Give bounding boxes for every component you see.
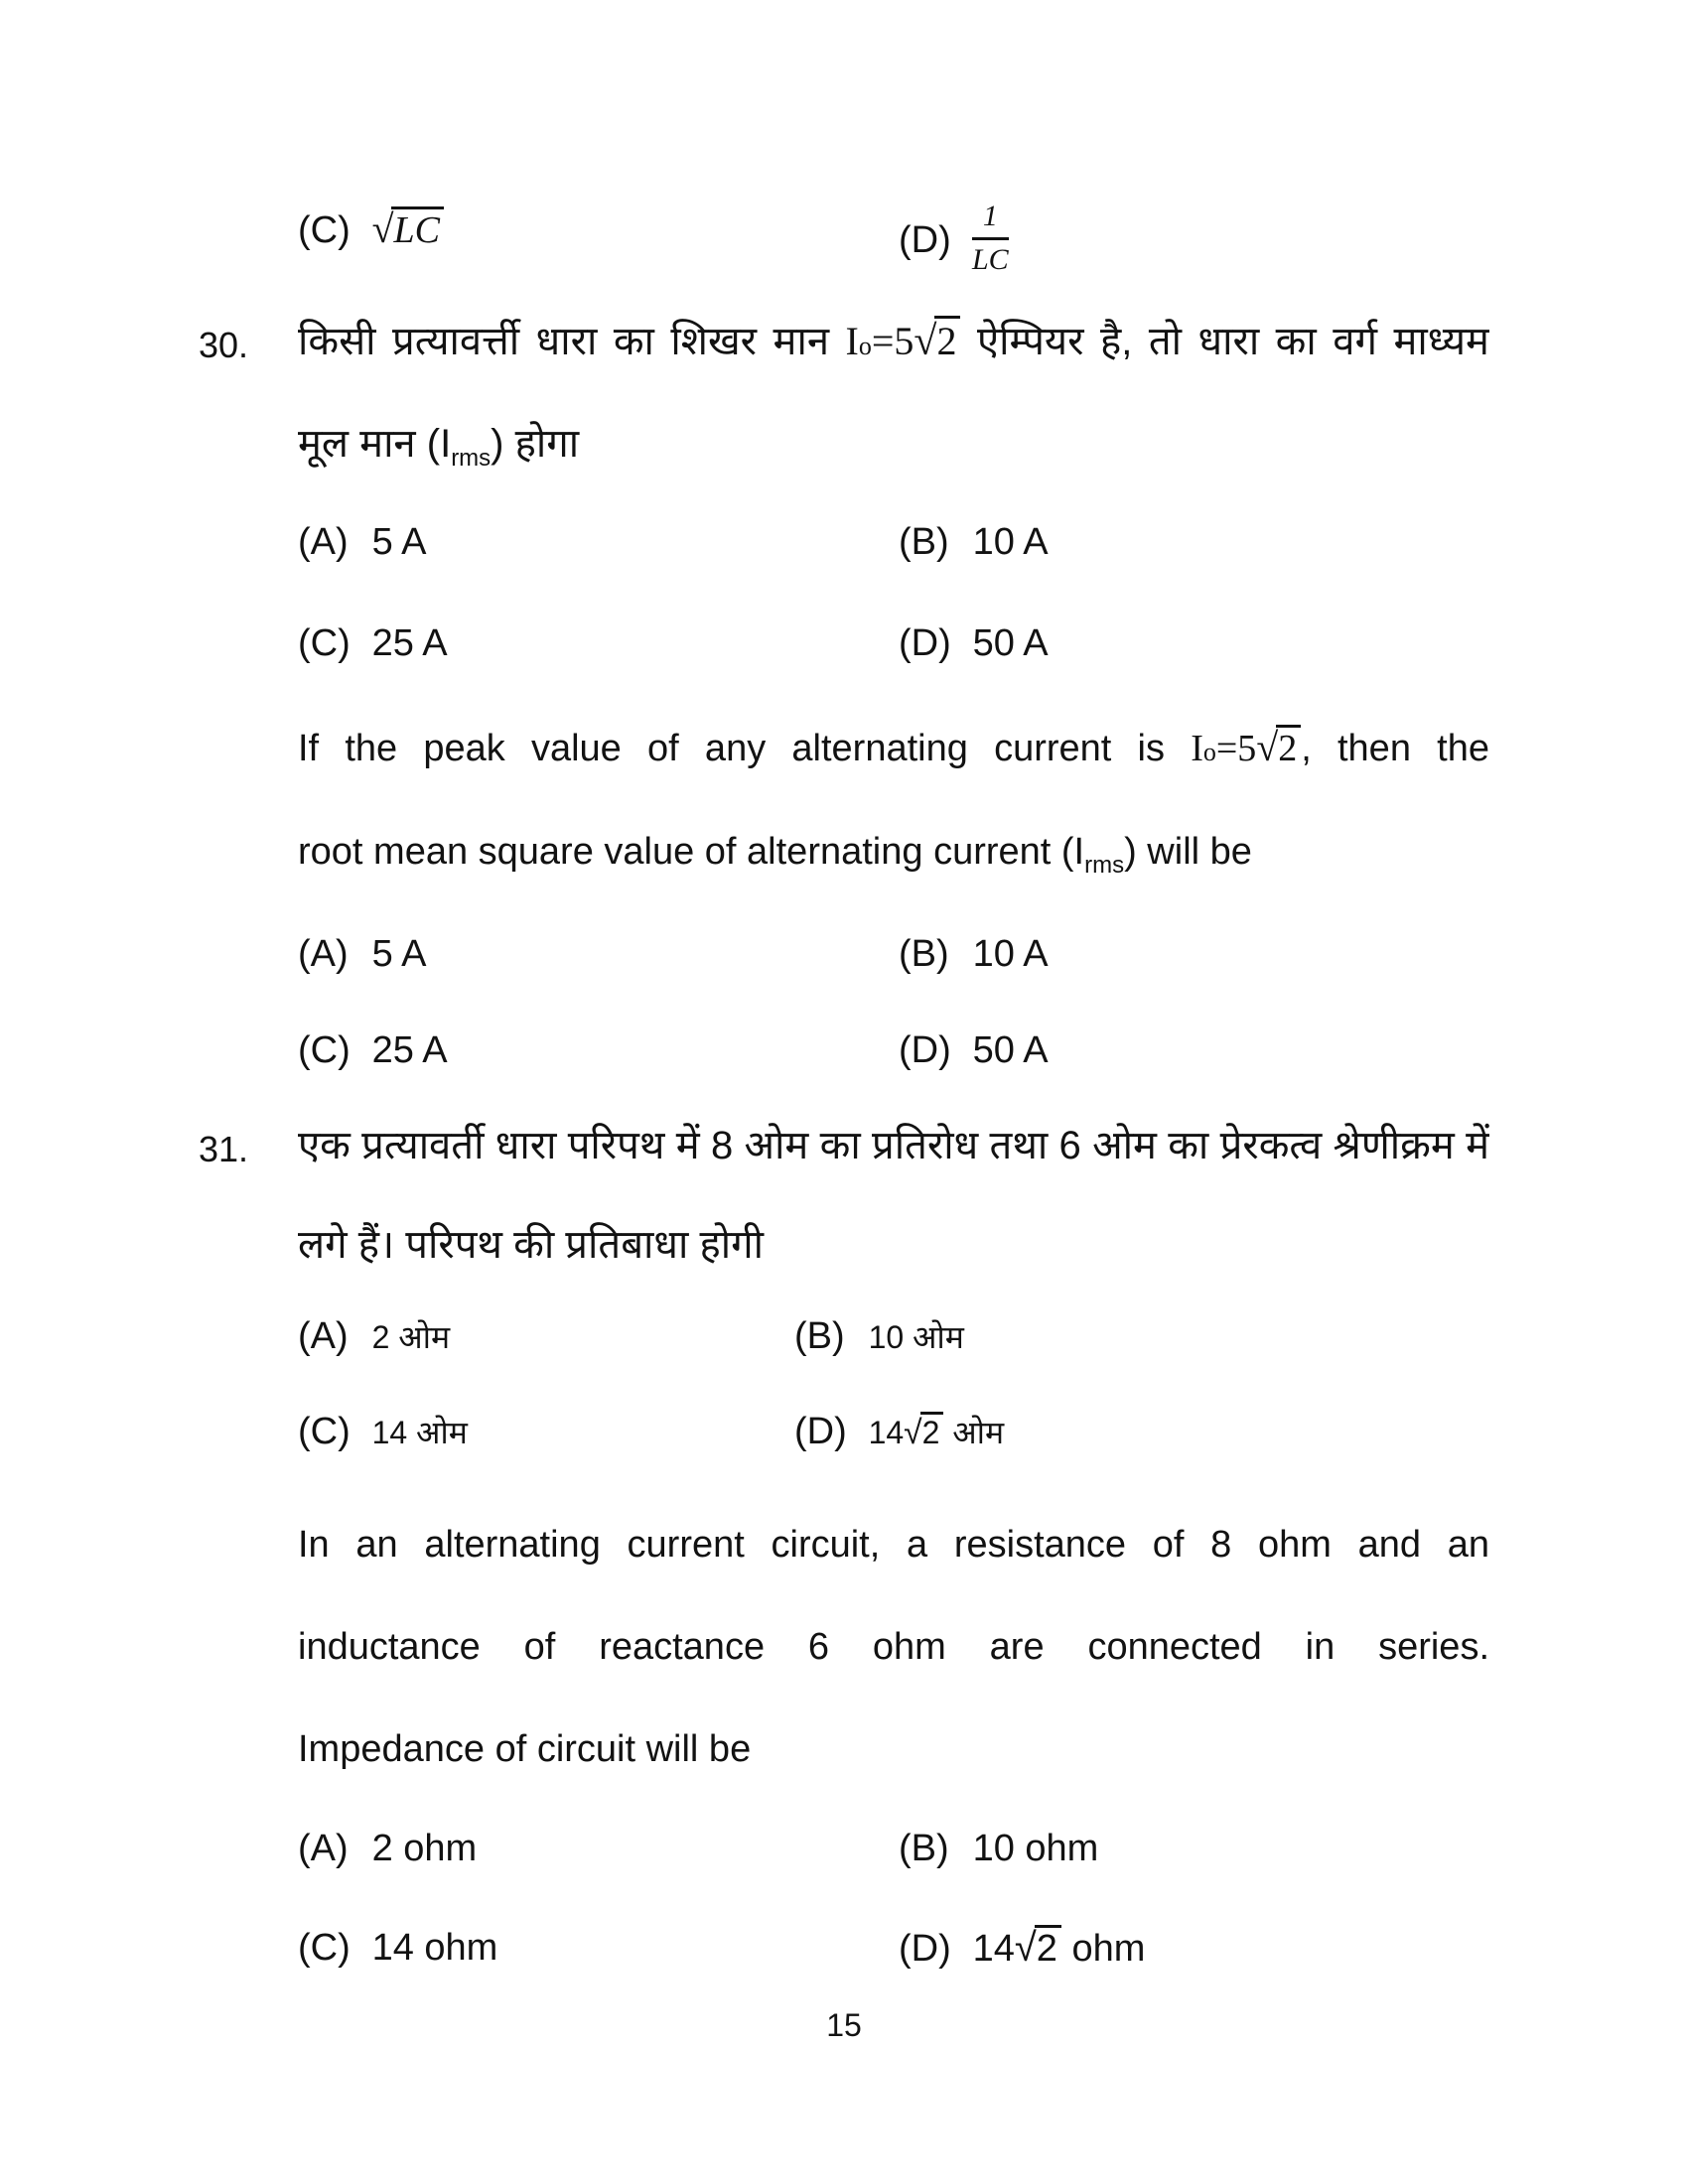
peak-current-math bbox=[1191, 725, 1301, 769]
option-c bbox=[298, 1024, 448, 1076]
radical-sign: √ bbox=[371, 206, 394, 251]
option-label: (D) bbox=[899, 622, 951, 664]
prev-option-d bbox=[899, 200, 1009, 281]
radical-sign: √ bbox=[914, 319, 937, 364]
option-c bbox=[298, 1922, 497, 1974]
q30-english-line2 bbox=[298, 826, 1489, 891]
option-label: (B) bbox=[899, 521, 949, 563]
fraction-denominator: LC bbox=[972, 242, 1009, 276]
option-c bbox=[298, 617, 448, 669]
option-value: 25 A bbox=[371, 1029, 448, 1071]
option-label: (D) bbox=[899, 1928, 951, 1970]
q31-english-line3: Impedance of circuit will be bbox=[298, 1728, 752, 1770]
option-a bbox=[298, 516, 427, 568]
option-label: (C) bbox=[298, 1029, 351, 1071]
q30-hindi-line2 bbox=[298, 415, 1489, 487]
radical-sign: √ bbox=[1256, 725, 1279, 769]
option-value: 14 ओम bbox=[371, 1415, 468, 1450]
option-d bbox=[899, 1024, 1049, 1076]
math-subscript: o bbox=[1202, 738, 1216, 766]
option-value: 10 ohm bbox=[972, 1828, 1099, 1869]
option-label: (A) bbox=[298, 933, 349, 975]
q30-hindi-options-row2 bbox=[298, 617, 1489, 679]
radicand: 2 bbox=[920, 1412, 944, 1450]
option-label: (D) bbox=[899, 219, 951, 262]
q31-hindi-line2: लगे हैं। परिपथ की प्रतिबाधा होगी bbox=[298, 1223, 764, 1267]
q30-english-line1-post: , then the bbox=[1301, 728, 1489, 769]
peak-current-math bbox=[846, 319, 961, 363]
option-value-pre: 14 bbox=[972, 1928, 1015, 1970]
option-b bbox=[899, 928, 1049, 980]
option-value: 50 A bbox=[972, 622, 1049, 664]
question-31-number: 31. bbox=[199, 1129, 249, 1169]
radicand: 2 bbox=[1276, 725, 1301, 769]
option-label: (D) bbox=[794, 1411, 847, 1452]
prev-option-c bbox=[298, 204, 444, 256]
sqrt-lc-expression bbox=[371, 206, 444, 251]
q30-hindi-line2-post: ) होगा bbox=[491, 422, 580, 466]
option-value-post: ओम bbox=[952, 1415, 1005, 1450]
rms-subscript: rms bbox=[451, 445, 492, 472]
q30-hindi-line1-pre: किसी प्रत्यावर्त्ती धारा का शिखर मान bbox=[298, 320, 830, 363]
option-value: 50 A bbox=[972, 1029, 1049, 1071]
option-b bbox=[794, 1310, 964, 1363]
option-d bbox=[899, 617, 1049, 669]
q31-english-options-row1 bbox=[298, 1823, 1489, 1884]
q30-english-options-row2 bbox=[298, 1024, 1489, 1086]
math-subscript: o bbox=[858, 332, 872, 360]
option-label: (B) bbox=[899, 1828, 949, 1869]
rms-subscript: rms bbox=[1084, 852, 1125, 879]
option-value: 5 A bbox=[371, 521, 427, 563]
q30-hindi-line1 bbox=[298, 313, 1489, 386]
radicand: 2 bbox=[934, 316, 960, 362]
option-label: (A) bbox=[298, 521, 349, 563]
question-30-number: 30. bbox=[199, 325, 249, 365]
radical-sign: √ bbox=[904, 1415, 922, 1451]
q31-english-line2: inductance of reactance 6 ohm are connected in series. bbox=[298, 1626, 1489, 1668]
option-label: (A) bbox=[298, 1315, 349, 1357]
option-value: 14 ohm bbox=[371, 1927, 498, 1969]
option-b bbox=[899, 516, 1049, 568]
math-base: I bbox=[1191, 728, 1203, 769]
q30-english-line2-post: ) will be bbox=[1124, 831, 1252, 873]
option-label: (C) bbox=[298, 622, 351, 664]
q30-english-line1 bbox=[298, 722, 1489, 795]
option-value: 10 ओम bbox=[868, 1319, 964, 1355]
option-label: (C) bbox=[298, 1927, 351, 1969]
radicand: 2 bbox=[1035, 1925, 1061, 1970]
option-label: (A) bbox=[298, 1828, 349, 1869]
option-label: (B) bbox=[794, 1315, 845, 1357]
option-value-with-sqrt bbox=[869, 1415, 1005, 1450]
option-c bbox=[298, 1406, 468, 1458]
prev-question-options-row bbox=[298, 200, 1489, 276]
math-base: I bbox=[845, 319, 859, 363]
option-value-with-sqrt bbox=[973, 1928, 1146, 1970]
option-value: 10 A bbox=[972, 521, 1049, 563]
q31-english-options-row2 bbox=[298, 1922, 1489, 1983]
q30-english-line1-pre: If the peak value of any alternating current is bbox=[298, 728, 1165, 769]
option-value: 10 A bbox=[972, 933, 1049, 975]
option-b bbox=[899, 1823, 1098, 1874]
option-value-pre: 14 bbox=[868, 1415, 905, 1450]
option-label: (D) bbox=[899, 1029, 951, 1071]
option-a bbox=[298, 1310, 450, 1363]
q31-english-line1: In an alternating current circuit, a resistance of 8 ohm and an bbox=[298, 1524, 1489, 1566]
option-a bbox=[298, 928, 427, 980]
q30-english-line2-pre: root mean square value of alternating current (I bbox=[298, 831, 1085, 873]
q31-hindi-options-row1 bbox=[298, 1310, 1489, 1372]
math-equals: =5 bbox=[871, 319, 914, 363]
radical-sign: √ bbox=[1014, 1926, 1037, 1970]
option-d bbox=[794, 1406, 1004, 1459]
fraction-1-over-lc bbox=[972, 200, 1009, 277]
q30-hindi-line2-pre: मूल मान (I bbox=[298, 422, 452, 466]
math-equals: =5 bbox=[1215, 728, 1257, 769]
q30-english-options-row1 bbox=[298, 928, 1489, 990]
q31-hindi-line1: एक प्रत्यावर्ती धारा परिपथ में 8 ओम का प्रतिरोध तथा 6 ओम का प्रेरकत्व श्रेणीक्रम में bbox=[298, 1124, 1489, 1167]
option-a bbox=[298, 1823, 477, 1874]
q30-hindi-line1-post: ऐम्पियर है, तो धारा का वर्ग माध्यम bbox=[976, 320, 1489, 363]
option-label: (C) bbox=[298, 209, 351, 251]
page-number: 15 bbox=[826, 2007, 862, 2043]
radicand: LC bbox=[391, 206, 443, 251]
option-label: (C) bbox=[298, 1411, 351, 1452]
option-label: (B) bbox=[899, 933, 949, 975]
fraction-numerator: 1 bbox=[982, 200, 998, 232]
option-value: 2 ohm bbox=[371, 1828, 478, 1869]
option-value: 5 A bbox=[371, 933, 427, 975]
q30-hindi-options-row1 bbox=[298, 516, 1489, 578]
option-value: 25 A bbox=[371, 622, 448, 664]
option-d bbox=[899, 1922, 1145, 1975]
q31-hindi-options-row2 bbox=[298, 1406, 1489, 1467]
option-value-post: ohm bbox=[1071, 1928, 1146, 1970]
option-value: 2 ओम bbox=[371, 1319, 451, 1355]
